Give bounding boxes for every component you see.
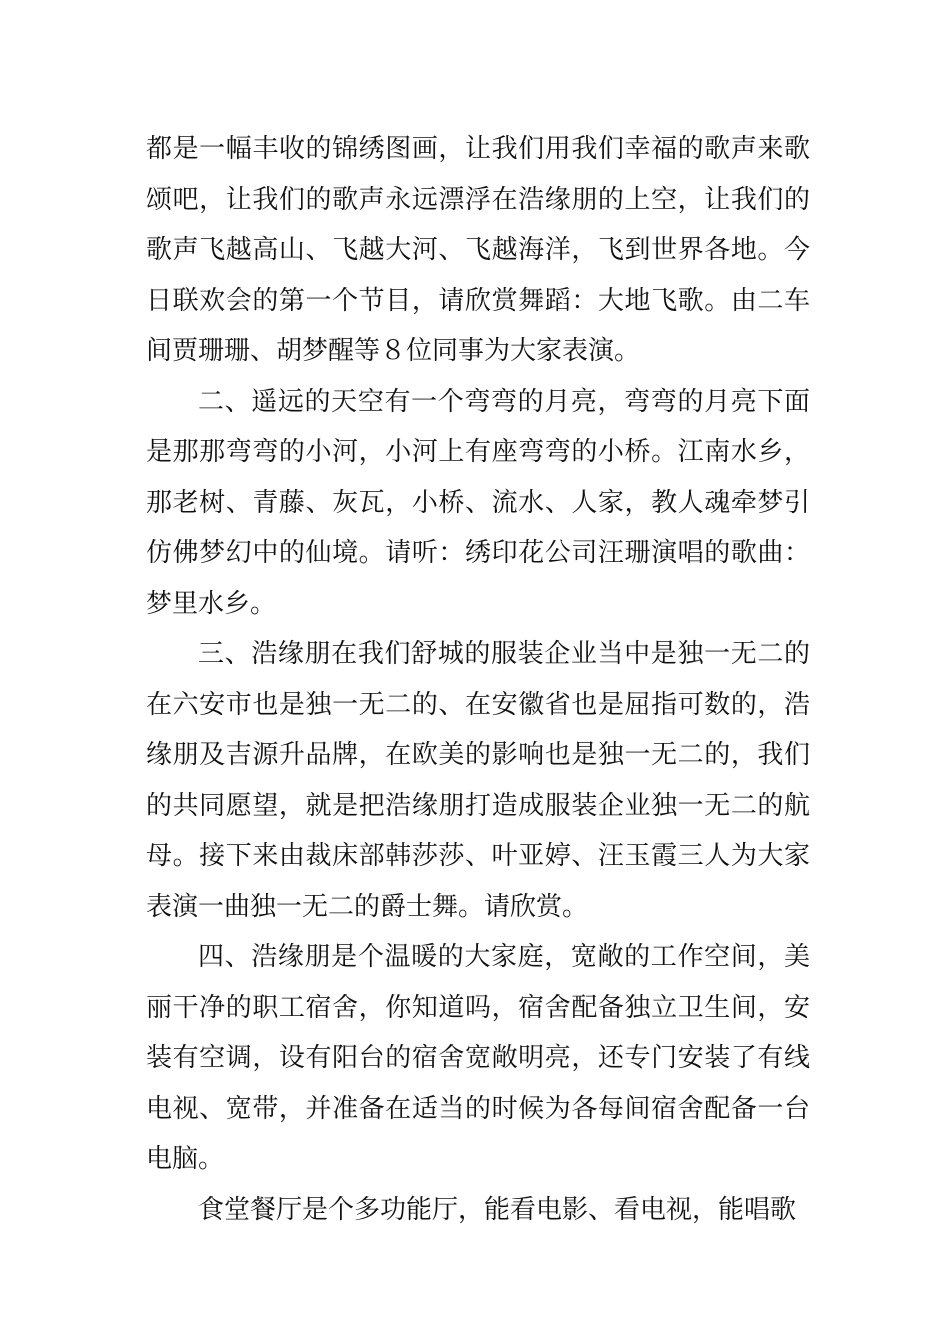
body-text [146,124,810,1235]
paragraph-item-two: 二、遥远的天空有一个弯弯的月亮，弯弯的月亮下面是那那弯弯的小河，小河上有座弯弯的小桥。江南水乡，那老树、青藤、灰瓦，小桥、流水、人家，教人魂牵梦引仿佛梦幻中的仙境。请听：绣印花公司汪珊演唱的歌曲：梦里水乡。 [146,386,810,619]
paragraph-continuation: 都是一幅丰收的锦绣图画，让我们用我们幸福的歌声来歌颂吧，让我们的歌声永远漂浮在浩缘朋的上空，让我们的歌声飞越高山、飞越大河、飞越海洋，飞到世界各地。今日联欢会的第一个节目，请欣赏舞蹈：大地飞歌。由二车间贾珊珊、胡梦醒等８位同事为大家表演。 [146,134,810,366]
paragraph-item-three: 三、浩缘朋在我们舒城的服装企业当中是独一无二的在六安市也是独一无二的、在安徽省也是屈指可数的，浩缘朋及吉源升品牌，在欧美的影响也是独一无二的，我们的共同愿望，就是把浩缘朋打造成服装企业独一无二的航母。接下来由裁床部韩莎莎、叶亚婷、汪玉霞三人为大家表演一曲独一无二的爵士舞。请欣赏。 [146,639,810,922]
paragraph-item-four: 四、浩缘朋是个温暖的大家庭，宽敞的工作空间，美丽干净的职工宿舍，你知道吗，宿舍配备独立卫生间，安装有空调，设有阳台的宿舍宽敞明亮，还专门安装了有线电视、宽带，并准备在适当的时候为各每间宿舍配备一台电脑。 [146,942,810,1174]
paragraph-canteen: 食堂餐厅是个多功能厅，能看电影、看电视，能唱歌 [198,1194,797,1225]
